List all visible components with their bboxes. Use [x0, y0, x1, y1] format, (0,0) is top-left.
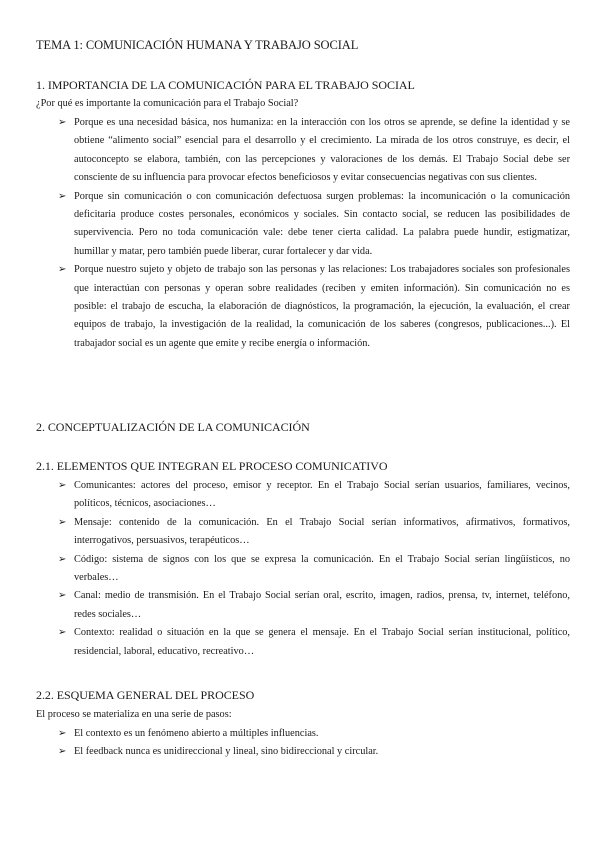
list-item: ➢ Comunicantes: actores del proceso, emisor y receptor. En el Trabajo Social serían usuarios, familiares, vecinos, políticos, técnicos, asociaciones…	[36, 477, 570, 514]
arrow-bullet-icon: ➢	[58, 480, 67, 491]
list-item: ➢ El contexto es un fenómeno abierto a múltiples influencias.	[36, 725, 570, 743]
list-item: ➢ Porque sin comunicación o con comunicación defectuosa surgen problemas: la incomunicación o la comunicación deficitaria produce costes personales, económicos y sociales. Sin contacto social, se reducen las posibilidades de supervivencia. Pero no toda comunicación vale: debe tener cierta calidad. La palabra puede hundir, estigmatizar, humillar y matar, pero también puede liberar, curar fortalecer y dar vida.	[36, 188, 570, 262]
section-2-2-bullet-list	[36, 725, 570, 762]
section-2-2-heading: 2.2. ESQUEMA GENERAL DEL PROCESO	[36, 688, 255, 702]
section-2-1-bullet-list	[36, 477, 570, 661]
arrow-bullet-icon: ➢	[58, 746, 67, 758]
list-item: ➢ Porque nuestro sujeto y objeto de trabajo son las personas y las relaciones: Los trabajadores sociales son profesionales que interactúan con personas y operan sobre realidades (reciben y emiten información). Sin comunicación no es posible: el trabajo de escucha, la elaboración de diagnósticos, la programación, la ejecución, la evaluación, el crear equipos de trabajo, la investigación de la realidad, la comunicación de los saberes (congresos, publicaciones...). El trabajador social es un agente que emite y recibe energía o información.	[36, 261, 570, 353]
arrow-bullet-icon: ➢	[58, 264, 67, 276]
list-item: ➢ Código: sistema de signos con los que se expresa la comunicación. En el Trabajo Social serían lingüísticos, no verbales…	[36, 551, 570, 588]
section-2-1-heading: 2.1. ELEMENTOS QUE INTEGRAN EL PROCESO COMUNICATIVO	[36, 459, 388, 473]
section-1-bullet-list	[36, 114, 570, 353]
section-1-heading: 1. IMPORTANCIA DE LA COMUNICACIÓN PARA EL TRABAJO SOCIAL	[36, 78, 415, 92]
arrow-bullet-icon: ➢	[58, 627, 67, 639]
document-title: TEMA 1: COMUNICACIÓN HUMANA Y TRABAJO SOCIAL	[36, 38, 359, 52]
arrow-bullet-icon: ➢	[58, 516, 67, 528]
list-item: ➢ Canal: medio de transmisión. En el Trabajo Social serían oral, escrito, imagen, radios, prensa, tv, internet, teléfono, redes sociales…	[36, 587, 570, 624]
section-1-question: ¿Por qué es importante la comunicación para el Trabajo Social?	[36, 98, 299, 109]
list-item: ➢ Contexto: realidad o situación en la que se genera el mensaje. En el Trabajo Social serían institucional, político, residencial, laboral, educativo, recreativo…	[36, 624, 570, 661]
arrow-bullet-icon: ➢	[58, 728, 67, 739]
arrow-bullet-icon: ➢	[58, 553, 67, 565]
list-item: ➢ El feedback nunca es unidireccional y lineal, sino bidireccional y circular.	[36, 743, 570, 761]
list-item: ➢ Mensaje: contenido de la comunicación. En el Trabajo Social serían informativos, afirmativos, formativos, interrogativos, persuasivos, terapéuticos…	[36, 514, 570, 551]
arrow-bullet-icon: ➢	[58, 190, 67, 202]
section-2-2-intro: El proceso se materializa en una serie de pasos:	[36, 709, 232, 720]
arrow-bullet-icon: ➢	[58, 117, 67, 128]
list-item: ➢ Porque es una necesidad básica, nos humaniza: en la interacción con los otros se aprende, se define la identidad y se obtiene “alimento social” esencial para el desarrollo y el crecimiento. La mirada de los otros construye, es decir, el autoconcepto se elabora, también, con las percepciones y valoraciones de los demás. El Trabajo Social debe ser consciente de su influencia para provocar efectos beneficiosos y evitar consecuencias negativas con sus clientes.	[36, 114, 570, 188]
arrow-bullet-icon: ➢	[58, 590, 67, 602]
section-2-heading: 2. CONCEPTUALIZACIÓN DE LA COMUNICACIÓN	[36, 420, 310, 434]
